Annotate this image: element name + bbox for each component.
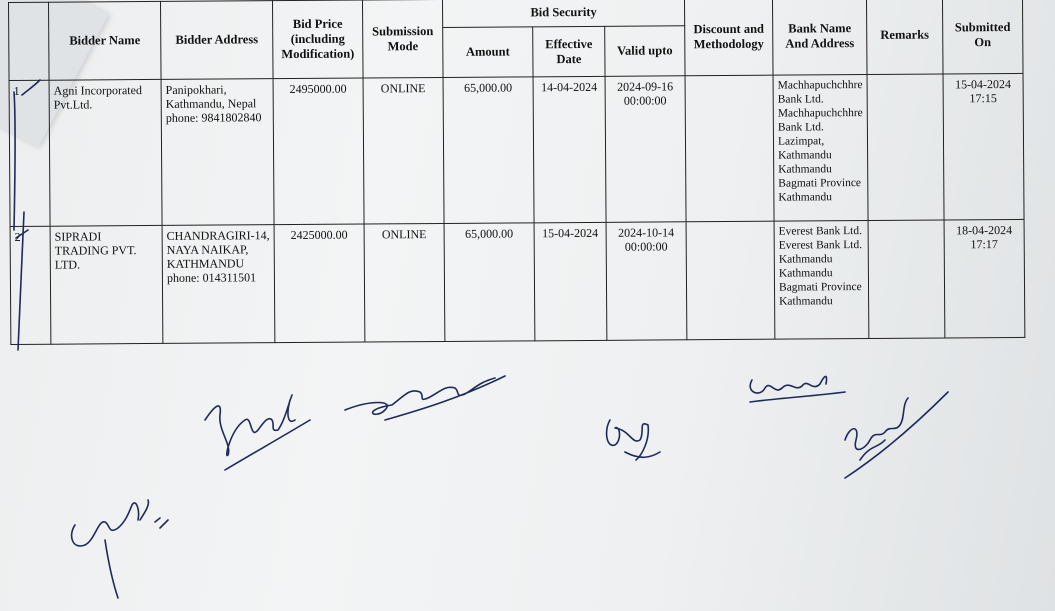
table-row [9, 73, 1024, 226]
cell-bidder-name: SIPRADI TRADING PVT. LTD. [50, 225, 163, 344]
header-sn [9, 2, 50, 80]
cell-bidder-address: CHANDRAGIRI-14, NAYA NAIKAP, KATHMANDU phone: 014311501 [162, 225, 275, 344]
header-discount: Discount and Methodology [684, 0, 773, 76]
header-effective-date: Effective Date [533, 26, 605, 77]
header-submission-mode: Submission Mode [362, 0, 443, 78]
cell-submitted-on: 15-04-2024 17:15 [943, 73, 1024, 220]
signature-4 [750, 376, 845, 402]
signature-5 [845, 392, 948, 478]
header-bank: Bank Name And Address [772, 0, 866, 75]
cell-remarks [867, 74, 944, 221]
cell-amount: 65,000.00 [444, 223, 535, 342]
table-row [10, 219, 1025, 344]
cell-valid-upto: 2024-09-16 00:00:00 [605, 76, 686, 223]
cell-remarks [868, 220, 945, 339]
signature-3 [607, 420, 660, 460]
cell-submission-mode: ONLINE [364, 223, 445, 342]
bid-table [8, 0, 1025, 345]
cell-bid-price: 2495000.00 [273, 78, 364, 225]
cell-effective-date: 14-04-2024 [533, 76, 606, 222]
cell-amount: 65,000.00 [443, 77, 534, 224]
header-bidder-name: Bidder Name [49, 1, 162, 80]
cell-bank: Machhapuchchhre Bank Ltd. Machhapuchchhre Bank Ltd. Lazimpat, Kathmandu Kathmandu Bagmati Province Kathmandu [773, 75, 868, 222]
cell-bank: Everest Bank Ltd. Everest Bank Ltd. Kathmandu Kathmandu Bagmati Province Kathmandu [774, 221, 869, 340]
signature-2 [345, 376, 505, 420]
cell-submission-mode: ONLINE [363, 77, 444, 224]
cell-bid-price: 2425000.00 [274, 224, 365, 343]
cell-sn: 1 [9, 80, 50, 226]
bid-table-container [8, 0, 1025, 345]
header-valid-upto: Valid upto [605, 26, 685, 77]
header-bid-security: Bid Security [442, 0, 684, 27]
header-bid-price: Bid Price (including Modification) [272, 0, 363, 79]
cell-sn: 2 [10, 226, 51, 344]
cell-discount [685, 75, 774, 222]
cell-valid-upto: 2024-10-14 00:00:00 [606, 222, 687, 341]
header-remarks: Remarks [866, 0, 943, 75]
signature-1 [205, 395, 310, 470]
cell-bidder-address: Panipokhari, Kathmandu, Nepal phone: 9841802840 [161, 79, 274, 226]
header-submitted-on: Submitted On [942, 0, 1023, 74]
signature-6 [72, 500, 168, 598]
cell-effective-date: 15-04-2024 [534, 222, 607, 340]
header-amount: Amount [443, 27, 533, 78]
header-bidder-address: Bidder Address [160, 1, 273, 80]
cell-discount [686, 221, 775, 340]
cell-submitted-on: 18-04-2024 17:17 [944, 219, 1025, 338]
cell-bidder-name: Agni Incorporated Pvt.Ltd. [49, 79, 162, 226]
